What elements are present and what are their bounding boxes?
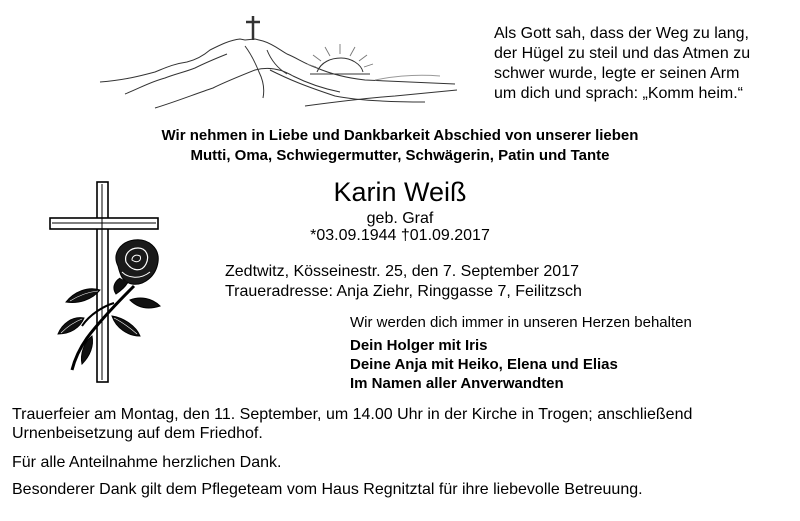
thanks-text: Für alle Anteilnahme herzlichen Dank. <box>12 454 282 471</box>
intro-line-1: Wir nehmen in Liebe und Dankbarkeit Abschied von unserer lieben <box>161 127 639 144</box>
intro-heading <box>0 126 800 166</box>
birth-name: geb. Graf <box>366 210 434 227</box>
deceased-name: Karin Weiß <box>333 177 467 207</box>
family-member: Deine Anja mit Heiko, Elena und Elias <box>350 356 618 373</box>
intro-line-2: Mutti, Oma, Schwiegermutter, Schwägerin, Patin und Tante <box>190 147 610 164</box>
mountain-cross-illustration-icon <box>95 10 465 120</box>
address-line-1: Zedtwitz, Kösseinestr. 25, den 7. September 2017 <box>225 263 579 280</box>
farewell-text: Wir werden dich immer in unseren Herzen behalten <box>350 314 692 331</box>
poem-text <box>494 24 794 104</box>
poem-line: um dich und sprach: „Komm heim.“ <box>494 85 743 102</box>
family-member: Im Namen aller Anverwandten <box>350 375 564 392</box>
family-list <box>350 336 618 393</box>
poem-line: der Hügel zu steil und das Atmen zu <box>494 45 751 62</box>
special-thanks-text: Besonderer Dank gilt dem Pflegeteam vom Haus Regnitztal für ihre liebevolle Betreuung. <box>12 481 643 498</box>
address-block <box>225 262 582 302</box>
poem-line: schwer wurde, legte er seinen Arm <box>494 65 740 82</box>
address-line-2: Traueradresse: Anja Ziehr, Ringgasse 7, Feilitzsch <box>225 283 582 300</box>
life-dates: *03.09.1944 †01.09.2017 <box>310 227 490 244</box>
poem-line: Als Gott sah, dass der Weg zu lang, <box>494 25 749 42</box>
family-member: Dein Holger mit Iris <box>350 337 488 354</box>
funeral-info: Trauerfeier am Montag, den 11. September, um 14.00 Uhr in der Kirche in Trogen; anschließend Urnenbeisetzung auf dem Friedhof. <box>12 406 693 442</box>
